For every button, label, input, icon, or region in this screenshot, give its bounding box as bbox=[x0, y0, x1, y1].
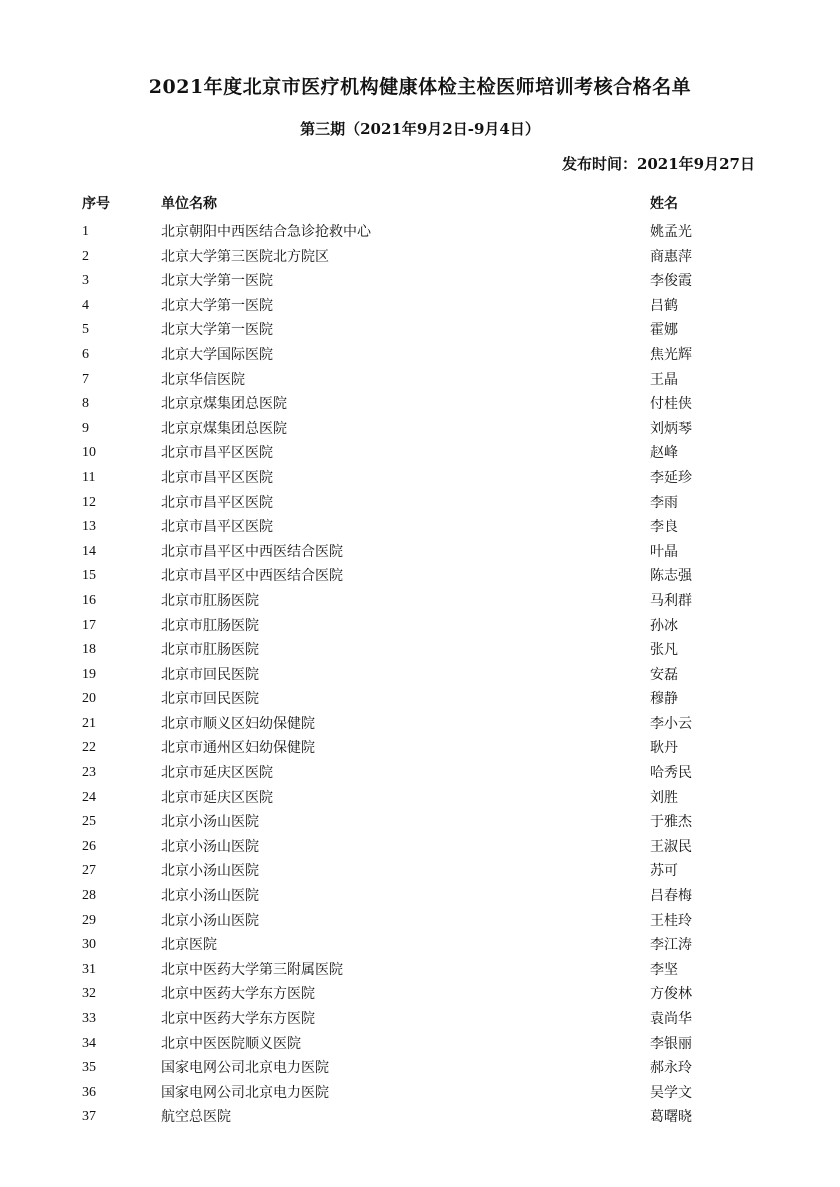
row-name: 郝永玲 bbox=[650, 1060, 692, 1077]
table-body bbox=[0, 222, 840, 1132]
table-row bbox=[0, 689, 840, 714]
table-row bbox=[0, 468, 840, 493]
row-unit: 北京市肛肠医院 bbox=[161, 617, 259, 634]
row-unit: 北京市延庆区医院 bbox=[161, 789, 273, 806]
row-unit: 北京小汤山医院 bbox=[161, 912, 259, 929]
table-row bbox=[0, 320, 840, 345]
row-unit: 北京小汤山医院 bbox=[161, 838, 259, 855]
row-number: 23 bbox=[82, 765, 96, 781]
row-name: 哈秀民 bbox=[650, 765, 692, 782]
row-unit: 北京小汤山医院 bbox=[161, 888, 259, 905]
row-name: 李坚 bbox=[650, 961, 678, 978]
row-name: 刘胜 bbox=[650, 789, 678, 806]
row-unit: 航空总医院 bbox=[161, 1109, 231, 1126]
row-number: 13 bbox=[82, 519, 96, 535]
document-subtitle: 第三期（2021年9月2日-9月4日） bbox=[300, 120, 540, 138]
row-name: 陈志强 bbox=[650, 568, 692, 585]
row-number: 17 bbox=[82, 617, 96, 633]
row-unit: 北京小汤山医院 bbox=[161, 814, 259, 831]
row-name: 孙冰 bbox=[650, 617, 678, 634]
row-name: 安磊 bbox=[650, 666, 678, 683]
row-number: 35 bbox=[82, 1060, 96, 1076]
header-unit: 单位名称 bbox=[161, 196, 217, 212]
row-number: 28 bbox=[82, 888, 96, 904]
row-number: 20 bbox=[82, 691, 96, 707]
row-name: 王晶 bbox=[650, 371, 678, 388]
row-number: 26 bbox=[82, 838, 96, 854]
row-number: 10 bbox=[82, 445, 96, 461]
row-name: 李俊霞 bbox=[650, 273, 692, 290]
table-row bbox=[0, 345, 840, 370]
row-name: 苏可 bbox=[650, 863, 678, 880]
row-name: 刘炳琴 bbox=[650, 420, 692, 437]
row-unit: 北京大学第一医院 bbox=[161, 322, 273, 339]
table-row bbox=[0, 812, 840, 837]
row-unit: 北京市昌平区医院 bbox=[161, 445, 273, 462]
row-unit: 北京市昌平区医院 bbox=[161, 519, 273, 536]
table-row bbox=[0, 984, 840, 1009]
row-unit: 北京大学第一医院 bbox=[161, 273, 273, 290]
table-row bbox=[0, 271, 840, 296]
row-unit: 北京京煤集团总医院 bbox=[161, 396, 287, 413]
table-row bbox=[0, 1009, 840, 1034]
table-row bbox=[0, 591, 840, 616]
row-unit: 北京中医药大学第三附属医院 bbox=[161, 961, 343, 978]
row-name: 穆静 bbox=[650, 691, 678, 708]
row-name: 葛曙晓 bbox=[650, 1109, 692, 1126]
row-name: 吕春梅 bbox=[650, 888, 692, 905]
row-name: 焦光辉 bbox=[650, 346, 692, 363]
table-row bbox=[0, 1058, 840, 1083]
row-number: 9 bbox=[82, 420, 89, 436]
row-unit: 北京市顺义区妇幼保健院 bbox=[161, 715, 315, 732]
row-number: 11 bbox=[82, 469, 96, 485]
row-name: 付桂侠 bbox=[650, 396, 692, 413]
row-number: 18 bbox=[82, 642, 96, 658]
table-row bbox=[0, 886, 840, 911]
row-unit: 北京小汤山医院 bbox=[161, 863, 259, 880]
table-row bbox=[0, 296, 840, 321]
row-name: 吴学文 bbox=[650, 1084, 692, 1101]
row-number: 1 bbox=[82, 224, 89, 239]
row-name: 张凡 bbox=[650, 642, 678, 659]
row-name: 吕鹤 bbox=[650, 297, 678, 314]
row-number: 19 bbox=[82, 666, 96, 682]
row-name: 霍娜 bbox=[650, 322, 678, 339]
row-unit: 北京大学第一医院 bbox=[161, 297, 273, 314]
row-number: 15 bbox=[82, 568, 96, 584]
table-row bbox=[0, 788, 840, 813]
row-name: 赵峰 bbox=[650, 445, 678, 462]
row-number: 24 bbox=[82, 789, 96, 805]
row-number: 14 bbox=[82, 543, 96, 559]
row-number: 37 bbox=[82, 1109, 96, 1125]
row-name: 李雨 bbox=[650, 494, 678, 511]
row-name: 李延珍 bbox=[650, 469, 692, 486]
table-row bbox=[0, 714, 840, 739]
row-name: 耿丹 bbox=[650, 740, 678, 757]
row-number: 29 bbox=[82, 912, 96, 928]
row-number: 16 bbox=[82, 592, 96, 608]
row-name: 李小云 bbox=[650, 715, 692, 732]
row-unit: 北京京煤集团总医院 bbox=[161, 420, 287, 437]
row-name: 商惠萍 bbox=[650, 248, 692, 265]
table-row bbox=[0, 419, 840, 444]
row-unit: 北京市延庆区医院 bbox=[161, 765, 273, 782]
row-number: 7 bbox=[82, 371, 89, 387]
row-number: 12 bbox=[82, 494, 96, 510]
row-number: 27 bbox=[82, 863, 96, 879]
row-number: 2 bbox=[82, 248, 89, 264]
row-number: 5 bbox=[82, 322, 89, 338]
table-row bbox=[0, 665, 840, 690]
table-row bbox=[0, 247, 840, 272]
row-number: 8 bbox=[82, 396, 89, 412]
row-unit: 北京华信医院 bbox=[161, 371, 245, 388]
row-number: 22 bbox=[82, 740, 96, 756]
table-row bbox=[0, 960, 840, 985]
row-name: 袁尚华 bbox=[650, 1011, 692, 1027]
row-number: 30 bbox=[82, 937, 96, 953]
table-header bbox=[0, 193, 840, 213]
row-name: 方俊林 bbox=[650, 986, 692, 1003]
table-row bbox=[0, 542, 840, 567]
table-row bbox=[0, 394, 840, 419]
row-unit: 北京市回民医院 bbox=[161, 666, 259, 683]
row-unit: 北京市昌平区医院 bbox=[161, 469, 273, 486]
row-name: 马利群 bbox=[650, 592, 692, 609]
table-row bbox=[0, 911, 840, 936]
row-unit: 北京中医医院顺义医院 bbox=[161, 1035, 301, 1052]
table-row bbox=[0, 493, 840, 518]
header-name: 姓名 bbox=[650, 196, 678, 212]
table-row bbox=[0, 1034, 840, 1059]
row-unit: 北京市昌平区中西医结合医院 bbox=[161, 543, 343, 560]
table-row bbox=[0, 837, 840, 862]
row-unit: 北京中医药大学东方医院 bbox=[161, 1011, 315, 1027]
row-unit: 北京中医药大学东方医院 bbox=[161, 986, 315, 1003]
row-unit: 北京市回民医院 bbox=[161, 691, 259, 708]
row-name: 姚孟光 bbox=[650, 224, 692, 240]
row-name: 李银丽 bbox=[650, 1035, 692, 1052]
row-unit: 国家电网公司北京电力医院 bbox=[161, 1084, 329, 1101]
table-row bbox=[0, 616, 840, 641]
row-number: 6 bbox=[82, 346, 89, 362]
row-number: 4 bbox=[82, 297, 89, 313]
row-number: 31 bbox=[82, 961, 96, 977]
publish-time: 发布时间：2021年9月27日 bbox=[561, 155, 755, 173]
table-row bbox=[0, 566, 840, 591]
table-row bbox=[0, 443, 840, 468]
row-number: 32 bbox=[82, 986, 96, 1002]
row-unit: 北京市通州区妇幼保健院 bbox=[161, 740, 315, 757]
row-unit: 北京大学第三医院北方院区 bbox=[161, 248, 329, 265]
row-unit: 北京大学国际医院 bbox=[161, 346, 273, 363]
row-unit: 北京市肛肠医院 bbox=[161, 642, 259, 659]
row-unit: 北京医院 bbox=[161, 937, 217, 954]
table-row bbox=[0, 763, 840, 788]
row-unit: 北京市肛肠医院 bbox=[161, 592, 259, 609]
header-number: 序号 bbox=[82, 196, 110, 212]
row-name: 李江涛 bbox=[650, 937, 692, 954]
row-unit: 北京市昌平区医院 bbox=[161, 494, 273, 511]
row-unit: 北京市昌平区中西医结合医院 bbox=[161, 568, 343, 585]
row-number: 21 bbox=[82, 715, 96, 731]
row-name: 李良 bbox=[650, 519, 678, 536]
table-row bbox=[0, 935, 840, 960]
table-row bbox=[0, 517, 840, 542]
table-row bbox=[0, 222, 840, 247]
row-number: 33 bbox=[82, 1011, 96, 1026]
row-name: 王淑民 bbox=[650, 838, 692, 855]
row-number: 34 bbox=[82, 1035, 96, 1051]
table-row bbox=[0, 370, 840, 395]
row-unit: 北京朝阳中西医结合急诊抢救中心 bbox=[161, 224, 371, 240]
row-number: 25 bbox=[82, 814, 96, 830]
row-name: 叶晶 bbox=[650, 543, 678, 560]
table-row bbox=[0, 1083, 840, 1108]
table-row bbox=[0, 861, 840, 886]
document-title: 2021年度北京市医疗机构健康体检主检医师培训考核合格名单 bbox=[148, 76, 692, 98]
row-name: 于雅杰 bbox=[650, 814, 692, 831]
row-name: 王桂玲 bbox=[650, 912, 692, 929]
table-row bbox=[0, 738, 840, 763]
row-unit: 国家电网公司北京电力医院 bbox=[161, 1060, 329, 1077]
table-row bbox=[0, 640, 840, 665]
row-number: 3 bbox=[82, 273, 89, 289]
row-number: 36 bbox=[82, 1084, 96, 1100]
table-row bbox=[0, 1107, 840, 1132]
